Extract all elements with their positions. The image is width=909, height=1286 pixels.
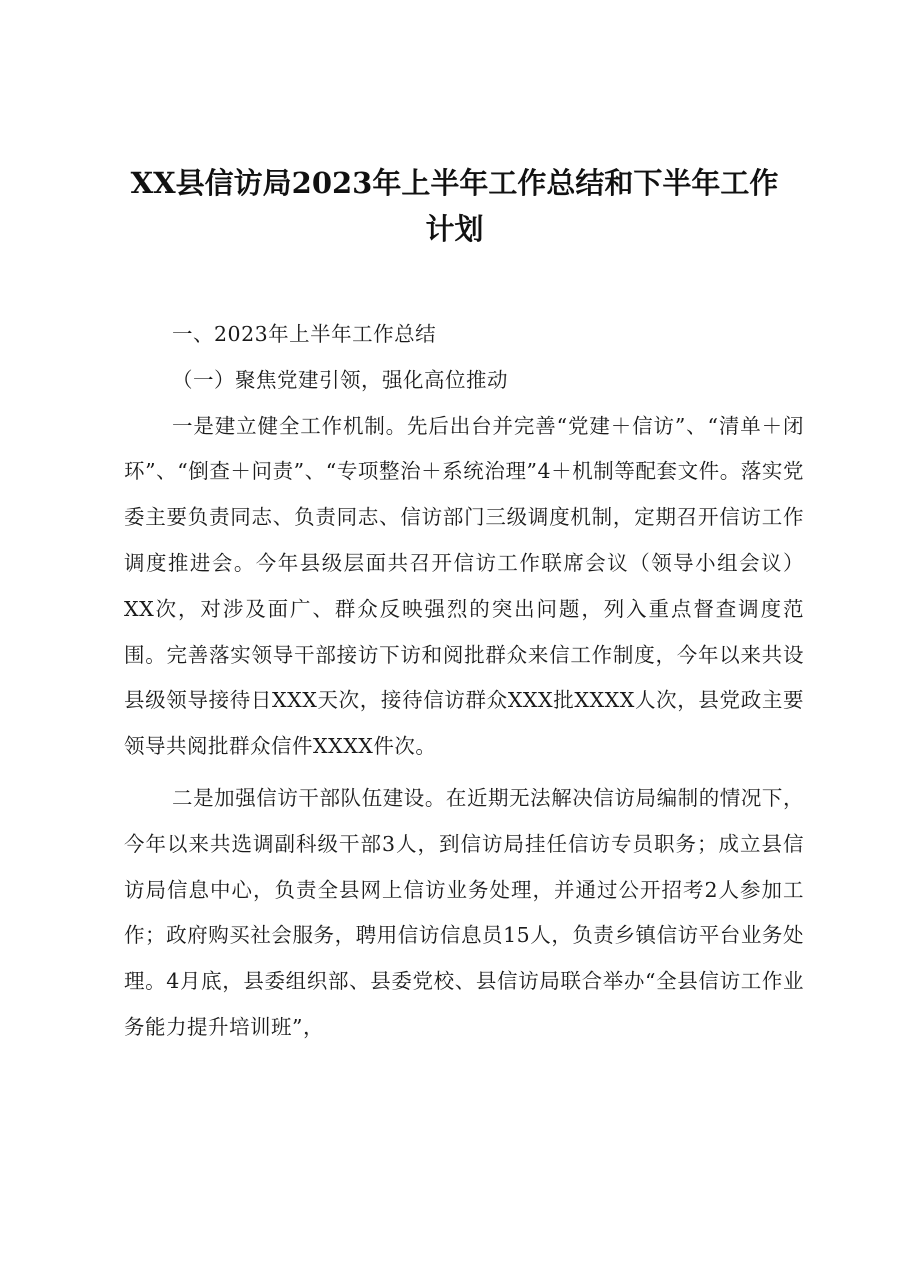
section-heading: 一、2023年上半年工作总结 — [172, 322, 437, 346]
document-title — [80, 160, 829, 252]
paragraph: 二是加强信访干部队伍建设。在近期无法解决信访局编制的情况下，今年以来共选调副科级干部3人，到信访局挂任信访专员职务；成立县信访局信息中心，负责全县网上信访业务处理，并通过公开招考2人参加工作；政府购买社会服务，聘用信访信息员15人，负责乡镇信访平台业务处理。4月底，县委组织部、县委党校、县信访局联合举办“全县信访工作业务能力提升培训班”， — [124, 785, 804, 1039]
title-line-2: 计划 — [425, 212, 484, 246]
title-line-1: XX县信访局2023年上半年工作总结和下半年工作 — [130, 166, 779, 200]
subsection-heading: （一）聚焦党建引领，强化高位推动 — [172, 367, 508, 392]
document-body — [124, 312, 804, 1051]
paragraph: 一是建立健全工作机制。先后出台并完善“党建＋信访”、“清单＋闭环”、“倒查＋问责”、“专项整治＋系统治理”4＋机制等配套文件。落实党委主要负责同志、负责同志、信访部门三级调度机制，定期召开信访工作调度推进会。今年县级层面共召开信访工作联席会议（领导小组会议）XX次，对涉及面广、群众反映强烈的突出问题，列入重点督查调度范围。完善落实领导干部接访下访和阅批群众来信工作制度，今年以来共设县级领导接待日XXX天次，接待信访群众XXX批XXXX人次，县党政主要领导共阅批群众信件XXXX件次。 — [124, 413, 804, 759]
